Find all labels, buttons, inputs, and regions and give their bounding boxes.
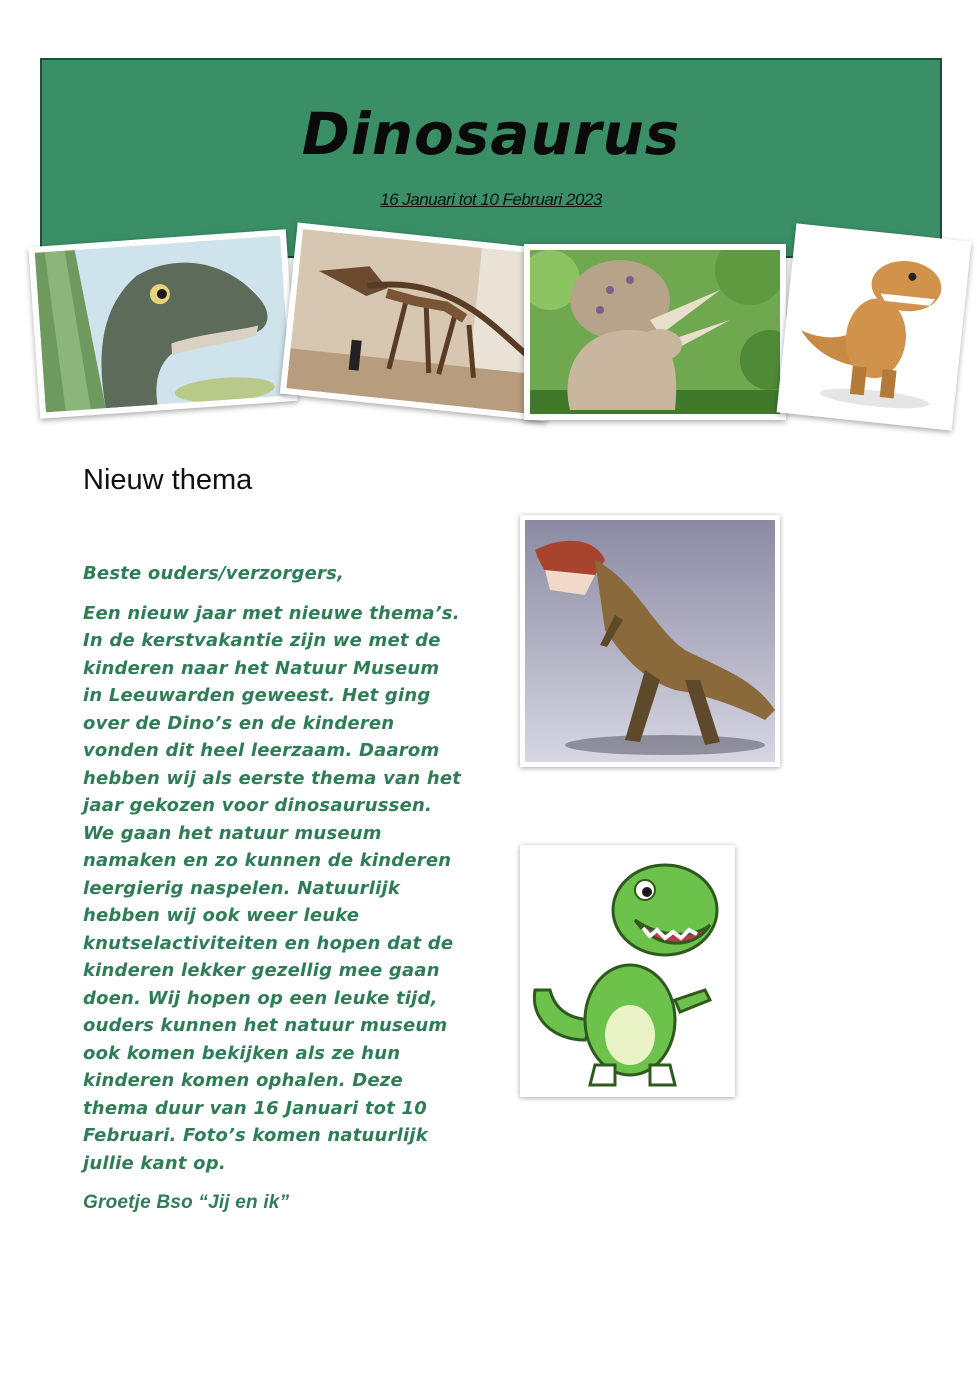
letter-signoff: Groetje Bso “Jij en ik”	[83, 1192, 290, 1213]
photo-raptor	[28, 229, 297, 419]
photo-cartoon-trex	[777, 223, 972, 430]
image-realistic-dinosaur	[520, 515, 780, 767]
date-range: 16 Januari tot 10 Februari 2023	[380, 190, 602, 209]
page-title: Dinosaurus	[301, 100, 681, 168]
photo-museum-skeleton	[280, 222, 565, 421]
image-cartoon-green-trex	[520, 845, 735, 1097]
section-heading: Nieuw thema	[83, 464, 253, 496]
photo-triceratops	[524, 244, 786, 420]
letter-greeting: Beste ouders/verzorgers,	[83, 563, 345, 584]
letter-text	[83, 560, 463, 1229]
letter-body: Een nieuw jaar met nieuwe thema’s. In de kerstvakantie zijn we met de kinderen naar het Natuur Museum in Leeuwarden geweest. Het ging over de Dino’s en de kinderen vonden dit heel leerzaam. Daarom hebben wij als eerste thema van het jaar gekozen voor dinosaurussen. We gaan het natuur museum namaken en zo kunnen de kinderen leergierig naspelen. Natuurlijk hebben wij ook weer leuke knutselactiviteiten en hopen dat de kinderen lekker gezellig mee gaan doen. Wij hopen op een leuke tijd, ouders kunnen het natuur museum ook komen bekijken als ze hun kinderen komen ophalen. Deze thema duur van 16 Januari tot 10 Februari. Foto’s komen natuurlijk jullie kant op.	[83, 602, 462, 1174]
